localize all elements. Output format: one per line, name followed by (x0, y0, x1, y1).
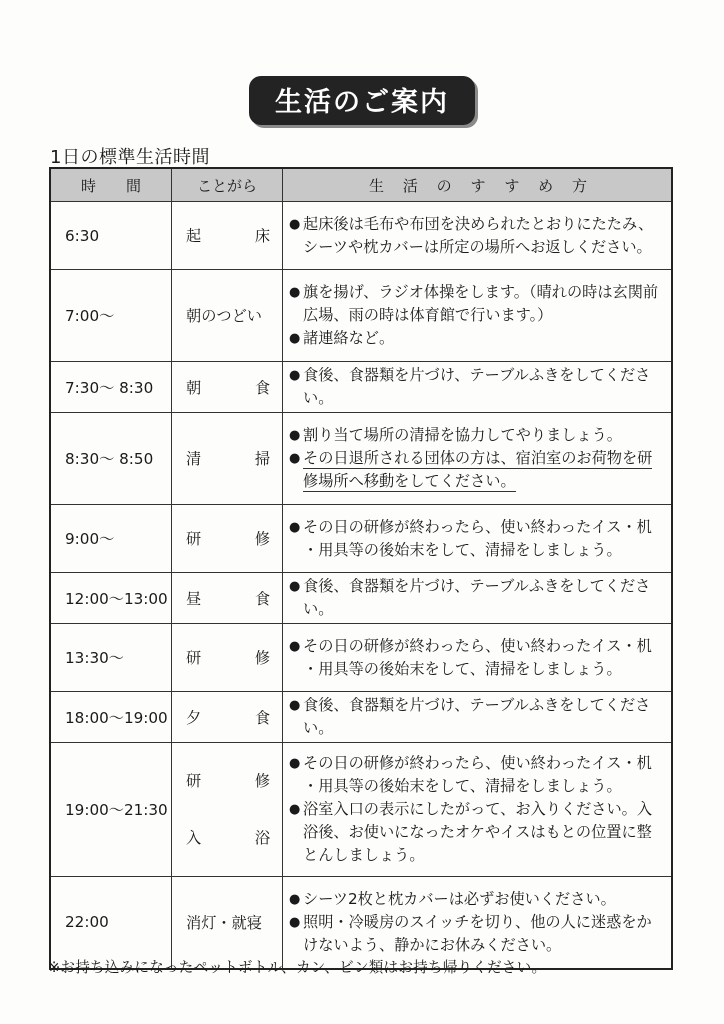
desc-line: ・用具等の後始末をして、清掃をしましょう。 (303, 777, 622, 795)
item-char: 入 (186, 828, 202, 847)
table-header-row (50, 168, 672, 202)
desc-line: 旗を揚げ、ラジオ体操をします。（晴れの時は玄関前 (303, 283, 659, 301)
item-char: 食 (254, 589, 270, 608)
item-char: 研 (186, 649, 202, 667)
row-description (283, 270, 673, 362)
bullet-icon: ● (289, 285, 301, 300)
row-time: 7:00～ (50, 270, 172, 362)
bullet-icon (289, 304, 303, 327)
item-char: 修 (254, 649, 270, 667)
table-row (50, 413, 672, 505)
table-row (50, 573, 672, 624)
bullet-icon (289, 844, 303, 867)
header-desc-char: め (538, 176, 554, 195)
row-time: 12:00～13:00 (50, 573, 172, 624)
row-item (172, 362, 283, 413)
desc-line: 浴後、お使いになったオケやイスはもとの位置に整 (303, 823, 652, 841)
header-desc-char: の (436, 176, 452, 195)
bullet-icon (289, 934, 303, 957)
row-item: 消灯・就寝 (172, 877, 283, 969)
table-row (50, 692, 672, 743)
desc-line: 食後、食器類を片づけ、テーブルふきをしてください。 (303, 696, 651, 737)
row-description (283, 624, 673, 692)
bullet-icon: ● (289, 428, 301, 443)
header-desc-char: す (504, 176, 520, 195)
row-item (172, 202, 283, 270)
row-description (283, 362, 673, 413)
row-time: 6:30 (50, 202, 172, 270)
bullet-icon (289, 539, 303, 562)
bullet-icon: ● (289, 368, 301, 383)
row-description (283, 877, 673, 969)
desc-line: 照明・冷暖房のスイッチを切り、他の人に迷惑をか (303, 912, 652, 931)
row-time: 18:00～19:00 (50, 692, 172, 743)
footnote: ※お持ち込みになったペットボトル、カン、ビン類はお持ち帰りください。 (48, 959, 547, 976)
header-time-char-1: 時 (81, 176, 97, 195)
desc-line-underlined: 修場所へ移動をしてください。 (303, 472, 516, 490)
row-item (172, 692, 283, 743)
desc-line: 浴室入口の表示にしたがって、お入りください。入 (303, 800, 653, 818)
item-char: 清 (186, 450, 202, 468)
bullet-icon: ● (289, 914, 301, 930)
bullet-icon (289, 775, 303, 798)
item-char: 起 (186, 227, 202, 245)
item-char: 朝 (186, 378, 202, 397)
bullet-icon: ● (289, 519, 301, 535)
schedule-table (49, 167, 673, 970)
bullet-icon (289, 236, 303, 259)
table-row (50, 202, 672, 270)
item-char: 昼 (186, 589, 202, 608)
header-time-char-2: 間 (125, 176, 141, 195)
bullet-icon: ● (289, 579, 301, 594)
title-banner (0, 76, 724, 125)
desc-line: 諸連絡など。 (303, 329, 395, 347)
bullet-icon: ● (289, 698, 301, 713)
item-char: 掃 (254, 450, 270, 468)
row-description (283, 413, 673, 505)
desc-line: とんしましょう。 (303, 846, 425, 864)
desc-line: けないよう、静かにお休みください。 (303, 935, 562, 954)
desc-line: 起床後は毛布や布団を決められたとおりにたたみ、 (303, 214, 654, 233)
table-row (50, 624, 672, 692)
desc-line: ・用具等の後始末をして、清掃をしましょう。 (303, 659, 622, 678)
item-char: 修 (254, 530, 270, 548)
row-item (172, 413, 283, 505)
row-time: 19:00～21:30 (50, 743, 172, 877)
item-char: 研 (186, 771, 202, 790)
item-char: 研 (186, 530, 202, 548)
desc-line: シーツ2枚と枕カバーは必ずお使いください。 (303, 889, 616, 908)
row-description (283, 202, 673, 270)
bullet-icon (289, 821, 303, 844)
item-char: 床 (254, 227, 270, 245)
desc-line: 広場、雨の時は体育館で行います。） (303, 306, 553, 324)
bullet-icon (289, 658, 303, 681)
row-time: 13:30～ (50, 624, 172, 692)
table-row (50, 877, 672, 969)
row-description (283, 692, 673, 743)
desc-line-underlined: その日退所される団体の方は、宿泊室のお荷物を研 (303, 449, 653, 467)
desc-line: 食後、食器類を片づけ、テーブルふきをしてください。 (303, 577, 651, 618)
item-char: 食 (254, 708, 270, 727)
desc-line: その日の研修が終わったら、使い終わったイス・机 (303, 754, 652, 772)
table-row (50, 362, 672, 413)
desc-line: シーツや枕カバーは所定の場所へお返しください。 (303, 237, 652, 256)
bullet-icon: ● (289, 331, 301, 346)
row-description (283, 743, 673, 877)
header-item: ことがら (172, 168, 283, 202)
desc-line: 割り当て場所の清掃を協力してやりましょう。 (303, 426, 622, 444)
header-desc-char: 生 (369, 176, 385, 195)
row-description (283, 573, 673, 624)
bullet-icon: ● (289, 891, 301, 907)
desc-line: その日の研修が終わったら、使い終わったイス・机 (303, 517, 652, 536)
row-item: 朝のつどい (172, 270, 283, 362)
header-desc-char: す (470, 176, 486, 195)
bullet-icon: ● (289, 756, 301, 771)
row-time: 22:00 (50, 877, 172, 969)
item-char: 修 (254, 771, 270, 790)
row-time: 9:00～ (50, 505, 172, 573)
bullet-icon: ● (289, 802, 301, 817)
header-desc-char: 方 (571, 176, 587, 195)
row-description (283, 505, 673, 573)
row-item (172, 505, 283, 573)
table-row (50, 505, 672, 573)
table-row (50, 743, 672, 877)
page-title: 生活のご案内 (249, 76, 475, 125)
desc-line: その日の研修が終わったら、使い終わったイス・机 (303, 636, 652, 655)
row-item (172, 573, 283, 624)
item-char: 浴 (254, 828, 270, 847)
bullet-icon: ● (289, 216, 301, 232)
bullet-icon: ● (289, 451, 301, 466)
bullet-icon (289, 470, 303, 493)
header-desc-char: 活 (402, 176, 418, 195)
header-description (283, 168, 673, 202)
table-row (50, 270, 672, 362)
item-char: 食 (254, 378, 270, 397)
row-item (172, 743, 283, 877)
header-time (50, 168, 172, 202)
schedule-subtitle: 1日の標準生活時間 (50, 147, 210, 168)
desc-line: ・用具等の後始末をして、清掃をしましょう。 (303, 540, 622, 559)
row-time: 8:30～ 8:50 (50, 413, 172, 505)
desc-line: 食後、食器類を片づけ、テーブルふきをしてください。 (303, 366, 651, 407)
row-time: 7:30～ 8:30 (50, 362, 172, 413)
row-item (172, 624, 283, 692)
item-char: 夕 (186, 708, 202, 727)
bullet-icon: ● (289, 638, 301, 654)
